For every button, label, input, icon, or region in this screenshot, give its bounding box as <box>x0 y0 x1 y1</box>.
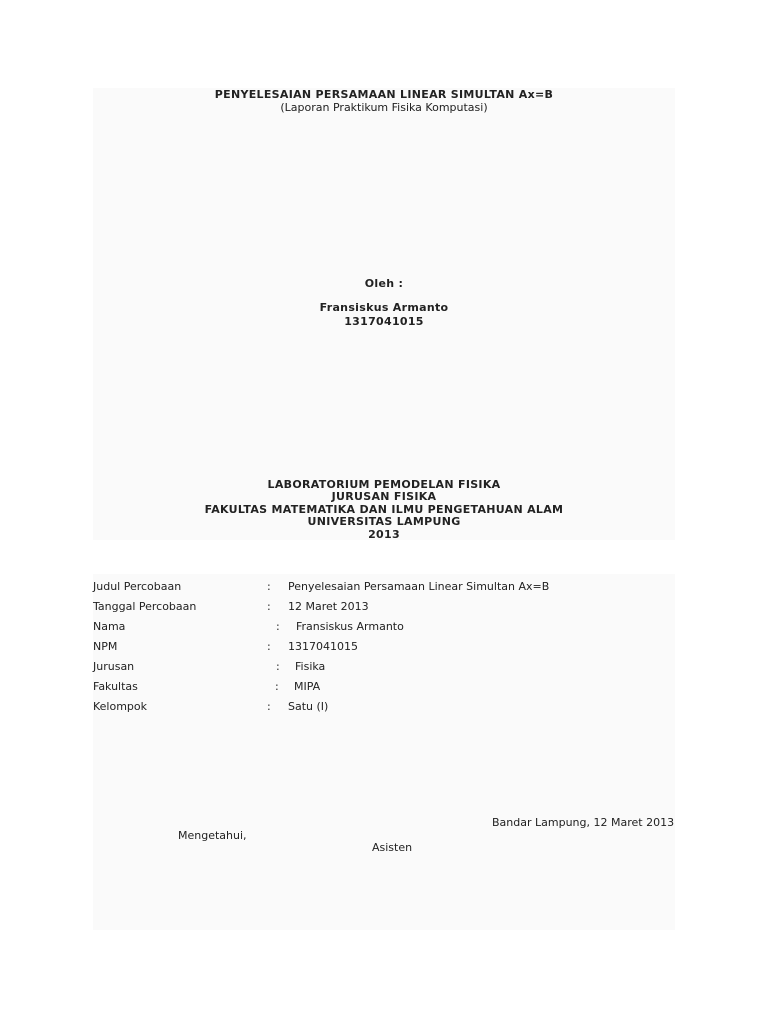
field-value: Fransiskus Armanto <box>296 620 404 633</box>
report-title: PENYELESAIAN PERSAMAAN LINEAR SIMULTAN Ax=B <box>214 88 554 101</box>
author-id: 1317041015 <box>344 315 424 328</box>
field-separator: : <box>276 620 280 633</box>
field-label: Tanggal Percobaan <box>93 600 197 613</box>
field-value: 12 Maret 2013 <box>288 600 369 613</box>
field-separator: : <box>267 700 271 713</box>
place-date: Bandar Lampung, 12 Maret 2013 <box>492 816 675 829</box>
field-label: Jurusan <box>93 660 135 673</box>
report-subtitle: (Laporan Praktikum Fisika Komputasi) <box>280 101 488 114</box>
field-value: Fisika <box>295 660 326 673</box>
field-separator: : <box>267 600 271 613</box>
field-label: Fakultas <box>93 680 138 693</box>
field-label: Nama <box>93 620 126 633</box>
institution-department: JURUSAN FISIKA <box>331 490 437 503</box>
institution-university: UNIVERSITAS LAMPUNG <box>307 515 461 528</box>
field-label: Kelompok <box>93 700 148 713</box>
field-separator: : <box>267 640 271 653</box>
field-separator: : <box>267 580 271 593</box>
author-name: Fransiskus Armanto <box>319 301 449 314</box>
institution-faculty: FAKULTAS MATEMATIKA DAN ILMU PENGETAHUAN ALAM <box>204 503 564 516</box>
field-separator: : <box>276 660 280 673</box>
institution-lab: LABORATORIUM PEMODELAN FISIKA <box>267 478 501 491</box>
field-label: Judul Percobaan <box>93 580 182 593</box>
field-value: 1317041015 <box>288 640 358 653</box>
cover-page <box>93 88 675 540</box>
field-label: NPM <box>93 640 118 653</box>
assistant-label: Asisten <box>372 841 413 854</box>
acknowledged-label: Mengetahui, <box>178 829 247 842</box>
field-separator: : <box>275 680 279 693</box>
field-value: Penyelesaian Persamaan Linear Simultan Ax=B <box>288 580 550 593</box>
field-value: Satu (I) <box>288 700 329 713</box>
field-value: MIPA <box>294 680 321 693</box>
institution-year: 2013 <box>368 528 400 541</box>
by-label: Oleh : <box>364 277 404 290</box>
